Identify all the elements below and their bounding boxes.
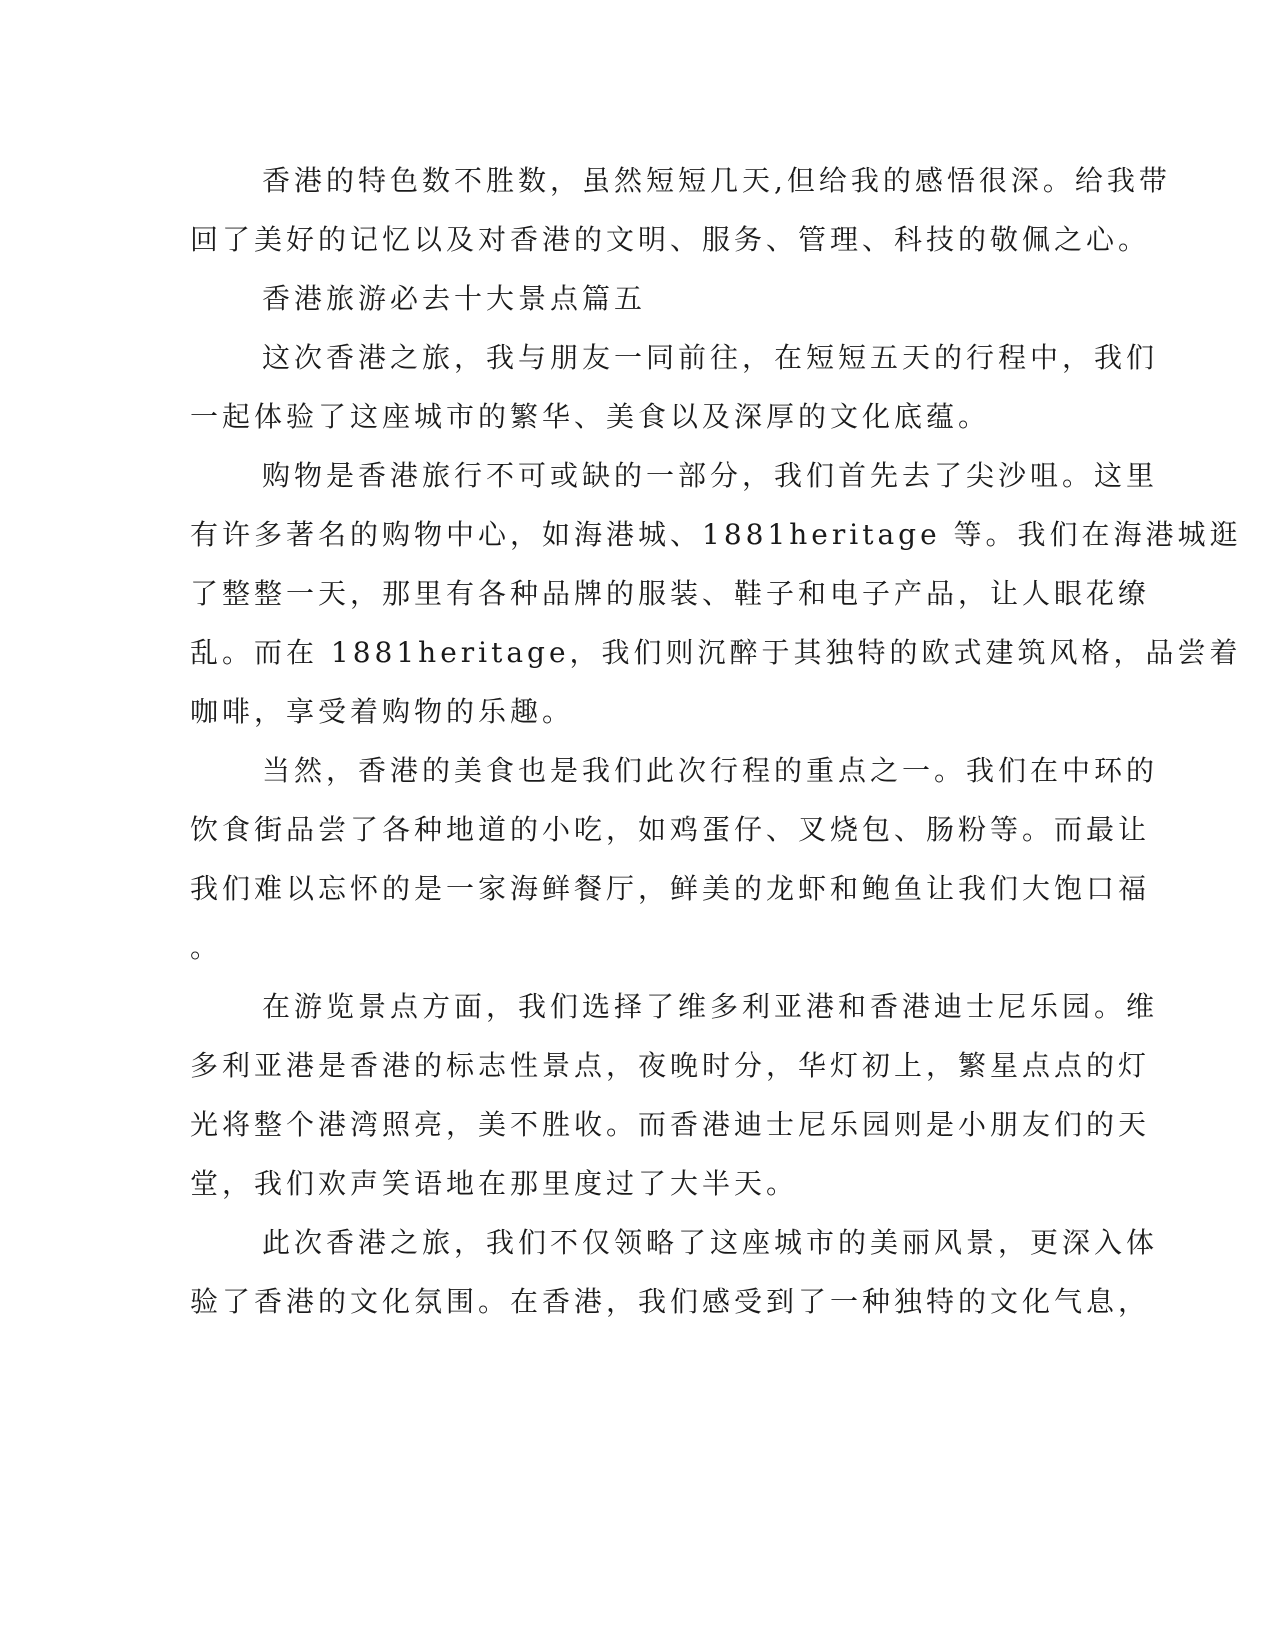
paragraph-line: 在游览景点方面，我们选择了维多利亚港和香港迪士尼乐园。维 xyxy=(262,990,1159,1023)
paragraph-line: 验了香港的文化氛围。在香港，我们感受到了一种独特的文化气息， xyxy=(190,1285,1151,1318)
paragraph-line: 饮食街品尝了各种地道的小吃，如鸡蛋仔、叉烧包、肠粉等。而最让 xyxy=(190,813,1151,846)
paragraph-line: 咖啡，享受着购物的乐趣。 xyxy=(190,695,575,728)
paragraph-line: 。 xyxy=(190,931,223,964)
paragraph-line: 香港的特色数不胜数，虽然短短几天,但给我的感悟很深。给我带 xyxy=(262,164,1171,197)
paragraph-line: 乱。而在 1881heritage，我们则沉醉于其独特的欧式建筑风格，品尝着 xyxy=(190,636,1242,669)
paragraph-line: 当然，香港的美食也是我们此次行程的重点之一。我们在中环的 xyxy=(262,754,1159,787)
paragraph-line: 堂，我们欢声笑语地在那里度过了大半天。 xyxy=(190,1167,799,1200)
paragraph-line: 购物是香港旅行不可或缺的一部分，我们首先去了尖沙咀。这里 xyxy=(262,459,1159,492)
paragraph-line: 了整整一天，那里有各种品牌的服装、鞋子和电子产品，让人眼花缭 xyxy=(190,577,1151,610)
paragraph-line: 一起体验了这座城市的繁华、美食以及深厚的文化底蕴。 xyxy=(190,400,991,433)
paragraph-line: 我们难以忘怀的是一家海鲜餐厅，鲜美的龙虾和鲍鱼让我们大饱口福 xyxy=(190,872,1151,905)
paragraph-line: 多利亚港是香港的标志性景点，夜晚时分，华灯初上，繁星点点的灯 xyxy=(190,1049,1151,1082)
paragraph-line: 回了美好的记忆以及对香港的文明、服务、管理、科技的敬佩之心。 xyxy=(190,223,1151,256)
paragraph-line: 这次香港之旅，我与朋友一同前往，在短短五天的行程中，我们 xyxy=(262,341,1159,374)
paragraph-line: 此次香港之旅，我们不仅领略了这座城市的美丽风景，更深入体 xyxy=(262,1226,1159,1259)
paragraph-line: 有许多著名的购物中心，如海港城、1881heritage 等。我们在海港城逛 xyxy=(190,518,1242,551)
paragraph-line: 光将整个港湾照亮，美不胜收。而香港迪士尼乐园则是小朋友们的天 xyxy=(190,1108,1151,1141)
section-heading: 香港旅游必去十大景点篇五 xyxy=(262,282,647,315)
